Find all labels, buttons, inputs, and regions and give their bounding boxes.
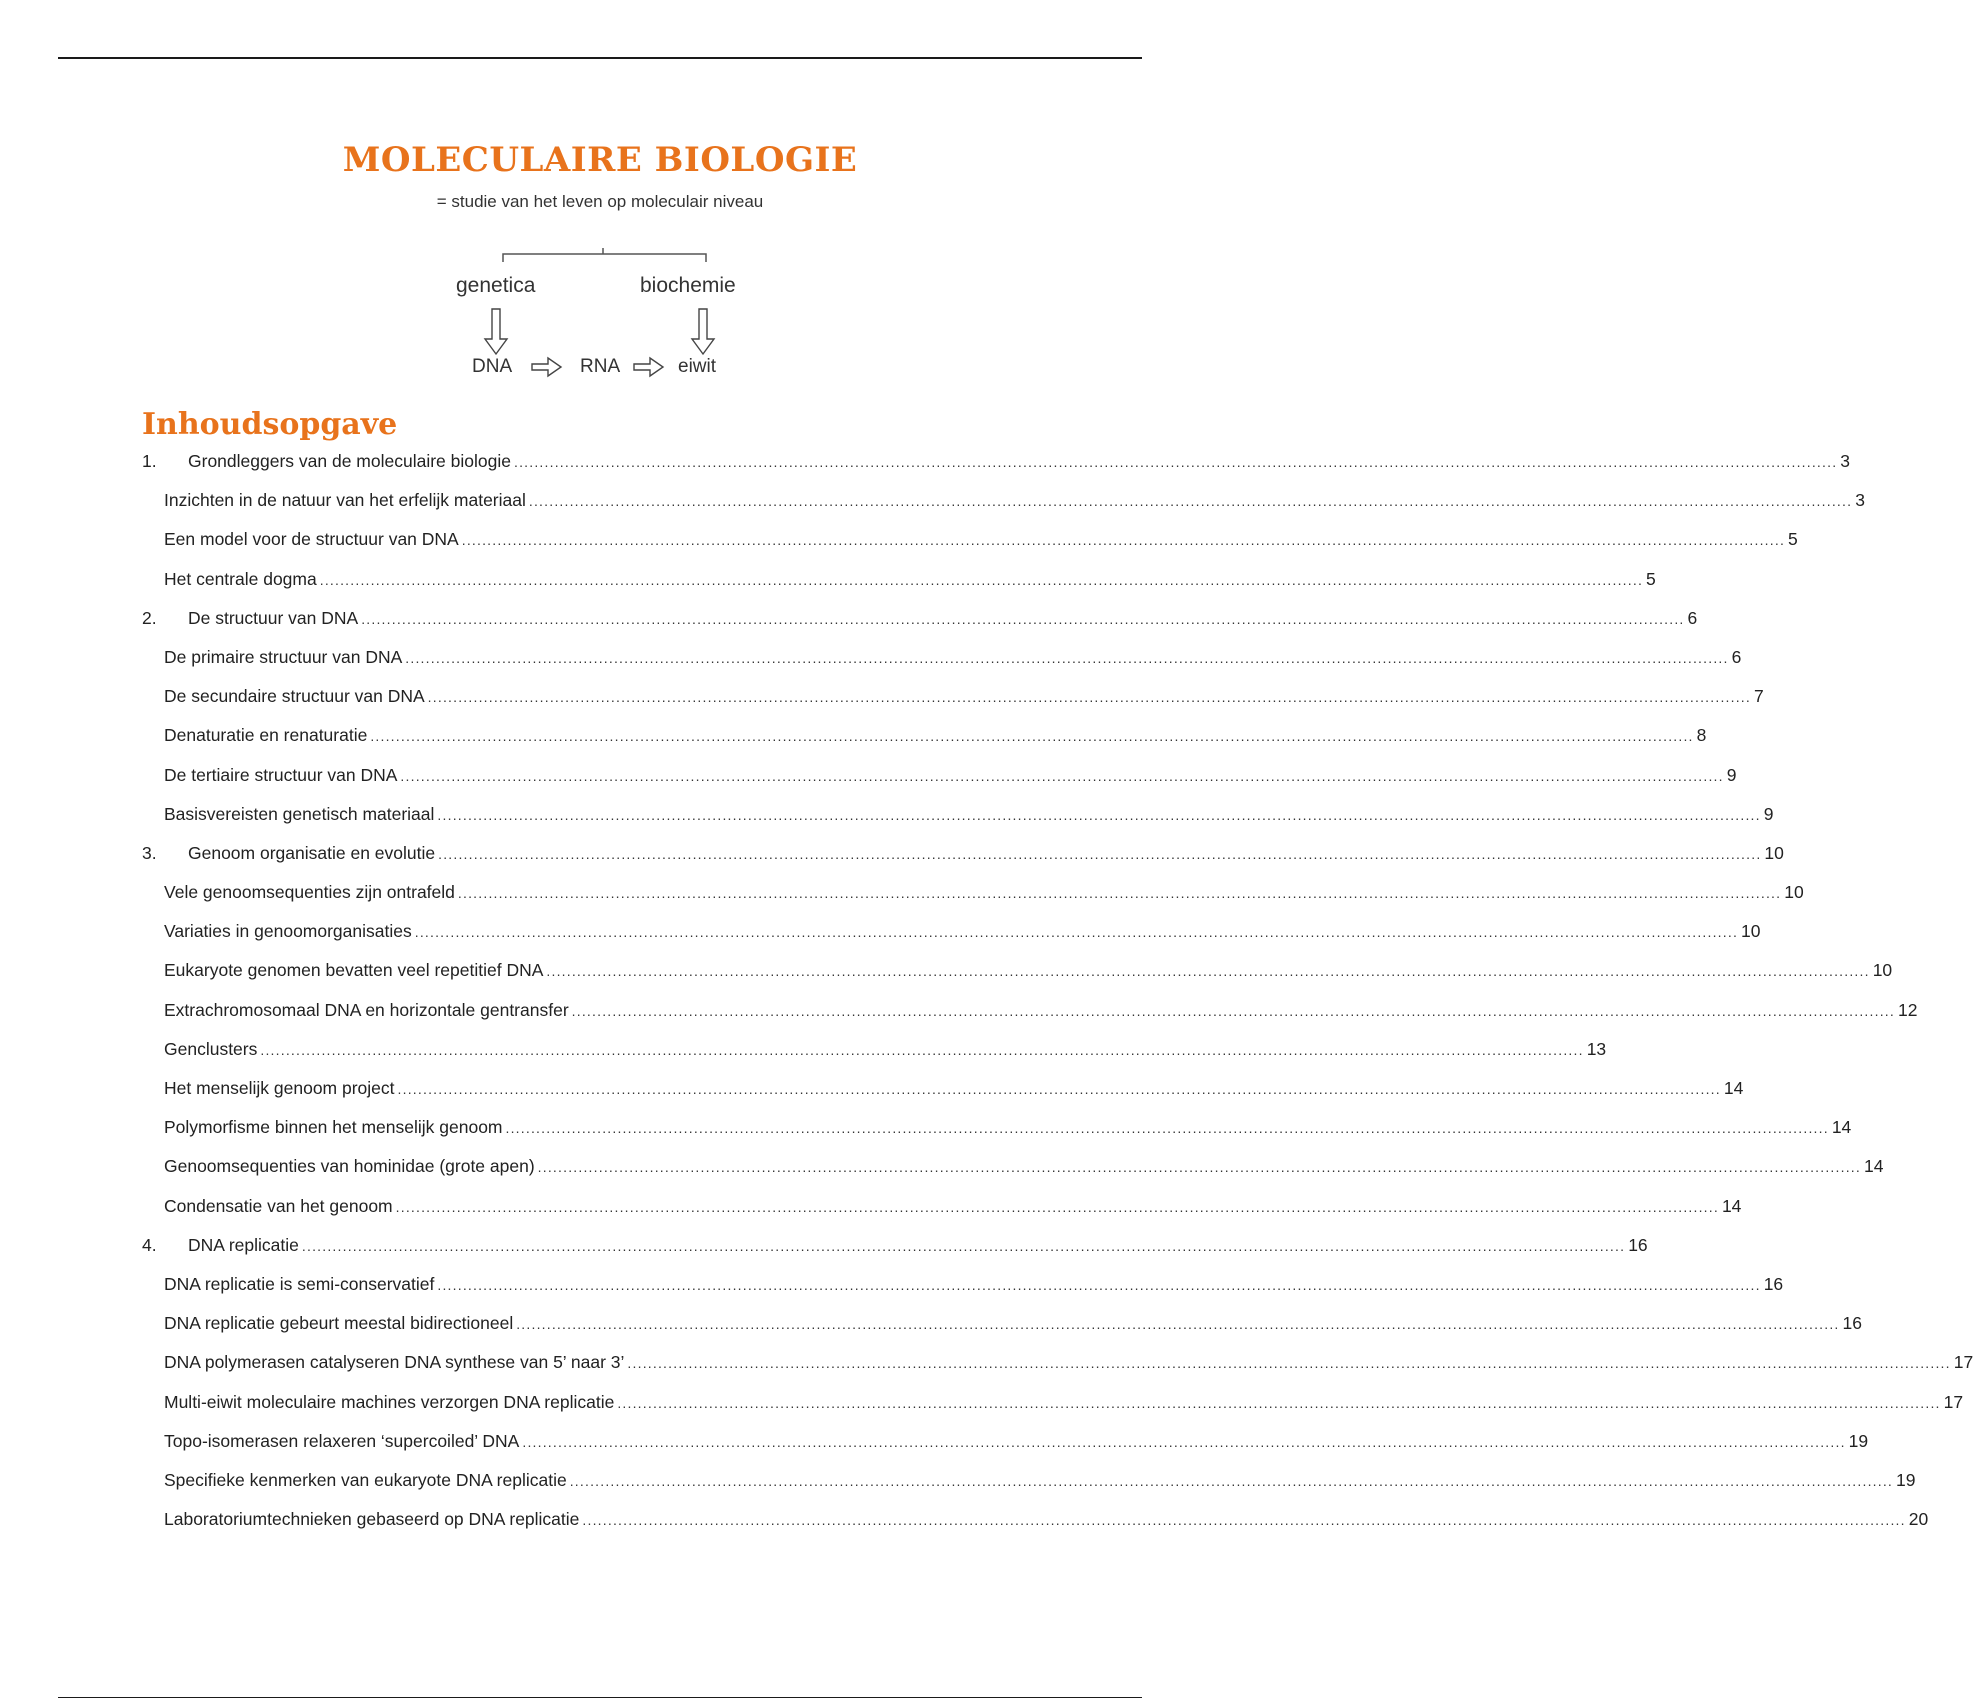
right-arrow-icon bbox=[532, 358, 561, 376]
toc-dot-leader: .................................................................................................................................................................................................................................................................... bbox=[516, 1316, 1840, 1333]
toc-entry[interactable] bbox=[142, 1383, 1964, 1422]
toc-entry[interactable] bbox=[142, 795, 1774, 834]
toc-entry[interactable] bbox=[142, 1265, 1784, 1304]
toc-chapter-number: 3. bbox=[142, 842, 157, 863]
toc-entry-title: De structuur van DNA bbox=[188, 607, 359, 628]
toc-entry-title: Variaties in genoomorganisaties bbox=[164, 921, 412, 942]
toc-entry[interactable] bbox=[142, 560, 1656, 599]
toc-dot-leader: .................................................................................................................................................................................................................................................................... bbox=[569, 1472, 1894, 1489]
toc-heading: Inhoudsopgave bbox=[142, 407, 398, 442]
toc-page-number: 6 bbox=[1687, 607, 1698, 628]
toc-dot-leader: .................................................................................................................................................................................................................................................................... bbox=[617, 1394, 1941, 1411]
toc-entry[interactable] bbox=[142, 1422, 1869, 1461]
toc-entry-title: Genoom organisatie en evolutie bbox=[188, 842, 436, 863]
toc-page-number: 16 bbox=[1842, 1313, 1862, 1334]
toc-page-number: 8 bbox=[1696, 725, 1707, 746]
toc-entry[interactable] bbox=[142, 638, 1742, 677]
toc-entry-title: Topo-isomerasen relaxeren ‘supercoiled’ DNA bbox=[164, 1430, 520, 1451]
diagram-bracket bbox=[503, 248, 706, 262]
toc-entry[interactable] bbox=[142, 951, 1893, 990]
toc-entry[interactable] bbox=[142, 1187, 1742, 1226]
toc-entry[interactable] bbox=[142, 991, 1918, 1030]
toc-entry-title: Extrachromosomaal DNA en horizontale gentransfer bbox=[164, 999, 569, 1020]
diagram-flow-eiwit: eiwit bbox=[678, 356, 717, 377]
toc-dot-leader: .................................................................................................................................................................................................................................................................... bbox=[528, 493, 1853, 510]
toc-chapter-number: 2. bbox=[142, 607, 157, 628]
footer-rule bbox=[58, 1697, 1142, 1698]
toc-entry-title: Laboratoriumtechnieken gebaseerd op DNA replicatie bbox=[164, 1509, 580, 1530]
toc-entry-title: Het menselijk genoom project bbox=[164, 1078, 395, 1098]
toc-entry[interactable] bbox=[142, 1147, 1884, 1186]
toc-dot-leader: .................................................................................................................................................................................................................................................................... bbox=[395, 1198, 1719, 1215]
toc-entry-title: Genclusters bbox=[164, 1038, 258, 1059]
toc-page-number: 5 bbox=[1788, 529, 1798, 550]
down-arrow-icon bbox=[692, 309, 714, 354]
toc-entry-title: Genoomsequenties van hominidae (grote apen) bbox=[164, 1156, 535, 1177]
toc-page-number: 5 bbox=[1646, 568, 1656, 589]
toc-entry[interactable] bbox=[142, 912, 1761, 951]
toc-entry[interactable] bbox=[142, 1500, 1929, 1539]
table-of-contents bbox=[142, 442, 1973, 1539]
toc-dot-leader: .................................................................................................................................................................................................................................................................... bbox=[260, 1041, 1584, 1058]
toc-chapter-number: 4. bbox=[142, 1234, 157, 1255]
toc-page-number: 12 bbox=[1897, 999, 1918, 1020]
toc-dot-leader: .................................................................................................................................................................................................................................................................... bbox=[370, 728, 1694, 745]
toc-entry[interactable] bbox=[142, 756, 1737, 795]
toc-dot-leader: .................................................................................................................................................................................................................................................................... bbox=[427, 689, 1751, 706]
toc-page-number: 16 bbox=[1628, 1234, 1648, 1255]
toc-dot-leader: .................................................................................................................................................................................................................................................................... bbox=[361, 610, 1685, 627]
toc-entry-title: DNA polymerasen catalyseren DNA synthese van 5’ naar 3’ bbox=[164, 1352, 625, 1373]
document-subtitle: = studie van het leven op moleculair niveau bbox=[436, 192, 764, 211]
toc-dot-leader: .................................................................................................................................................................................................................................................................... bbox=[537, 1159, 1861, 1176]
diagram-flow-dna: DNA bbox=[472, 356, 513, 377]
toc-page-number: 3 bbox=[1855, 490, 1865, 511]
toc-page-number: 20 bbox=[1908, 1509, 1929, 1530]
down-arrow-icon bbox=[485, 309, 507, 354]
toc-entry[interactable] bbox=[142, 520, 1798, 559]
toc-entry-title: De secundaire structuur van DNA bbox=[164, 686, 425, 707]
toc-chapter-number: 1. bbox=[142, 451, 157, 471]
toc-entry-title: De tertiaire structuur van DNA bbox=[164, 764, 398, 785]
toc-dot-leader: .................................................................................................................................................................................................................................................................... bbox=[627, 1355, 1951, 1372]
toc-entry[interactable] bbox=[142, 481, 1865, 520]
toc-entry[interactable] bbox=[142, 677, 1764, 716]
toc-entry-title: Eukaryote genomen bevatten veel repetitief DNA bbox=[164, 960, 544, 981]
toc-page-number: 9 bbox=[1726, 764, 1737, 785]
document-title: MOLECULAIRE BIOLOGIE bbox=[342, 140, 858, 180]
toc-dot-leader: .................................................................................................................................................................................................................................................................... bbox=[513, 454, 1838, 470]
toc-dot-leader: .................................................................................................................................................................................................................................................................... bbox=[414, 924, 1739, 941]
toc-page-number: 10 bbox=[1872, 960, 1893, 981]
toc-chapter[interactable] bbox=[142, 834, 1784, 873]
toc-entry-title: DNA replicatie gebeurt meestal bidirectioneel bbox=[164, 1313, 514, 1334]
toc-page-number: 17 bbox=[1943, 1391, 1964, 1412]
toc-dot-leader: .................................................................................................................................................................................................................................................................... bbox=[457, 885, 1782, 902]
toc-entry-title: Vele genoomsequenties zijn ontrafeld bbox=[164, 882, 455, 903]
diagram-label-genetica: genetica bbox=[456, 274, 536, 297]
toc-chapter[interactable] bbox=[142, 599, 1698, 638]
toc-entry-title: Multi-eiwit moleculaire machines verzorgen DNA replicatie bbox=[164, 1391, 615, 1412]
toc-dot-leader: .................................................................................................................................................................................................................................................................... bbox=[582, 1512, 1906, 1529]
toc-page-number: 10 bbox=[1764, 842, 1784, 863]
toc-page-number: 16 bbox=[1763, 1273, 1784, 1294]
toc-entry[interactable] bbox=[142, 1069, 1744, 1108]
toc-page-number: 19 bbox=[1848, 1430, 1869, 1451]
toc-entry[interactable] bbox=[142, 1343, 1973, 1382]
toc-dot-leader: .................................................................................................................................................................................................................................................................... bbox=[437, 1276, 1761, 1293]
toc-dot-leader: .................................................................................................................................................................................................................................................................... bbox=[400, 767, 1724, 784]
toc-page-number: 10 bbox=[1741, 921, 1761, 942]
toc-entry-title: Denaturatie en renaturatie bbox=[164, 725, 368, 746]
toc-entry-title: DNA replicatie bbox=[188, 1234, 299, 1255]
toc-entry-title: Het centrale dogma bbox=[164, 568, 317, 589]
toc-entry-title: Grondleggers van de moleculaire biologie bbox=[188, 451, 511, 471]
toc-entry-title: Specifieke kenmerken van eukaryote DNA replicatie bbox=[164, 1469, 567, 1490]
header-rule bbox=[58, 57, 1142, 59]
toc-entry-title: Basisvereisten genetisch materiaal bbox=[164, 803, 435, 824]
toc-chapter[interactable] bbox=[142, 1226, 1648, 1265]
toc-dot-leader: .................................................................................................................................................................................................................................................................... bbox=[522, 1433, 1846, 1450]
toc-dot-leader: .................................................................................................................................................................................................................................................................... bbox=[319, 571, 1644, 588]
toc-entry-title: Een model voor de structuur van DNA bbox=[164, 529, 459, 550]
toc-entry[interactable] bbox=[142, 716, 1707, 755]
toc-entry-title: Polymorfisme binnen het menselijk genoom bbox=[164, 1117, 503, 1138]
toc-page-number: 9 bbox=[1763, 803, 1774, 824]
toc-dot-leader: .................................................................................................................................................................................................................................................................... bbox=[461, 532, 1786, 549]
toc-entry[interactable] bbox=[142, 1304, 1862, 1343]
toc-dot-leader: .................................................................................................................................................................................................................................................................... bbox=[546, 963, 1870, 980]
toc-page-number: 3 bbox=[1840, 451, 1851, 471]
toc-page-number: 6 bbox=[1731, 646, 1742, 667]
toc-entry[interactable] bbox=[142, 1108, 1852, 1147]
toc-entry-title: De primaire structuur van DNA bbox=[164, 646, 403, 667]
toc-entry[interactable] bbox=[142, 873, 1804, 912]
toc-dot-leader: .................................................................................................................................................................................................................................................................... bbox=[437, 806, 1761, 823]
toc-page-number: 17 bbox=[1953, 1352, 1973, 1373]
toc-entry-title: Condensatie van het genoom bbox=[164, 1195, 393, 1216]
toc-dot-leader: .................................................................................................................................................................................................................................................................... bbox=[438, 845, 1762, 862]
toc-entry[interactable] bbox=[142, 1030, 1607, 1069]
toc-dot-leader: .................................................................................................................................................................................................................................................................... bbox=[405, 649, 1729, 666]
toc-page-number: 14 bbox=[1831, 1117, 1852, 1138]
toc-page-number: 14 bbox=[1721, 1195, 1742, 1216]
toc-page-number: 13 bbox=[1586, 1038, 1607, 1059]
toc-entry[interactable] bbox=[142, 1461, 1916, 1500]
toc-entry-title: DNA replicatie is semi-conservatief bbox=[164, 1273, 435, 1294]
diagram-label-biochemie: biochemie bbox=[640, 274, 736, 297]
toc-page-number: 14 bbox=[1863, 1156, 1884, 1177]
concept-diagram bbox=[440, 240, 770, 380]
toc-dot-leader: .................................................................................................................................................................................................................................................................... bbox=[397, 1081, 1721, 1097]
toc-page-number: 10 bbox=[1784, 882, 1804, 903]
toc-dot-leader: .................................................................................................................................................................................................................................................................... bbox=[571, 1002, 1895, 1019]
toc-dot-leader: .................................................................................................................................................................................................................................................................... bbox=[505, 1120, 1829, 1137]
toc-page-number: 19 bbox=[1896, 1469, 1916, 1490]
toc-entry-title: Inzichten in de natuur van het erfelijk materiaal bbox=[164, 490, 526, 511]
right-arrow-icon bbox=[634, 358, 663, 376]
toc-chapter[interactable] bbox=[142, 442, 1851, 481]
toc-dot-leader: .................................................................................................................................................................................................................................................................... bbox=[301, 1237, 1626, 1254]
toc-page-number: 14 bbox=[1723, 1078, 1744, 1098]
diagram-flow-rna: RNA bbox=[580, 356, 621, 377]
toc-page-number: 7 bbox=[1753, 686, 1764, 707]
